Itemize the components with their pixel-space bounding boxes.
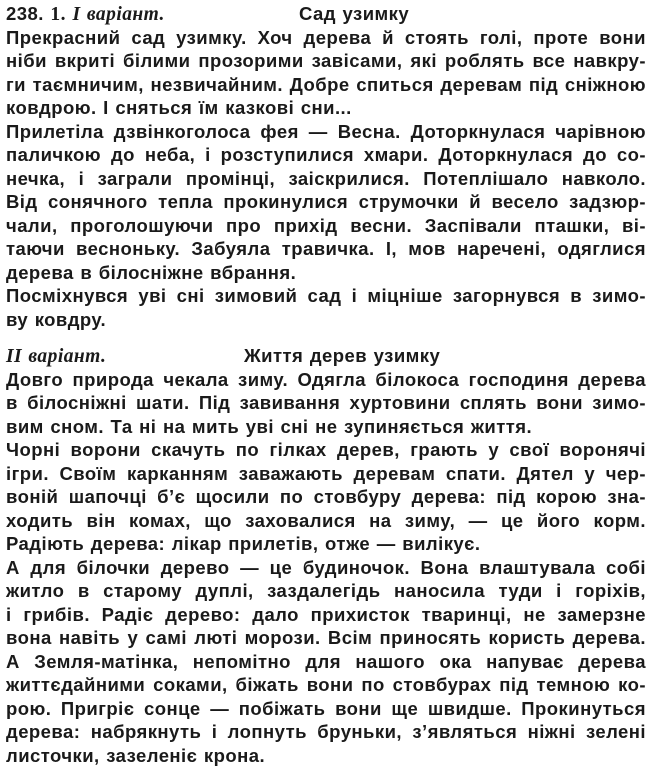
text-line: житло в старому дуплі, заздалегідь наносила туди і горіхів,	[6, 579, 646, 603]
text-line: рою. Пригріє сонце — побіжать вони ще швидше. Прокинуться	[6, 697, 646, 721]
text-line: ги таємничим, незвичайним. Добре спиться деревам під сніжною	[6, 73, 646, 97]
text-line: ходить він комах, що заховалися на зиму, — це його корм.	[6, 509, 646, 533]
paragraph	[6, 368, 646, 439]
paragraph	[6, 556, 646, 767]
text-line: чали, проголошуючи про прихід весни. Заспівали пташки, ві-	[6, 214, 646, 238]
text-line: Прекрасний сад узимку. Хоч дерева й стоять голі, проте вони	[6, 26, 646, 50]
text-line: дерева в білосніжне вбрання.	[6, 261, 646, 285]
text-line: нечка, і заграли промінці, заіскрилися. Потеплішало навколо.	[6, 167, 646, 191]
text-line: Посміхнувся уві сні зимовий сад і міцніше загорнувся в зимо-	[6, 284, 646, 308]
text-line: життєдайними соками, біжать вони по стовбурах під темною ко-	[6, 673, 646, 697]
task-number: 1.	[50, 4, 66, 25]
textbook-page	[6, 2, 646, 767]
text-line: дерева: набрякнуть і лопнуть бруньки, з’являться ніжні зелені	[6, 720, 646, 744]
exercise-number: 238.	[6, 3, 44, 24]
text-line: в білосніжні шати. Під завивання хуртовини сплять вони зимо-	[6, 391, 646, 415]
variant-1-label: І варіант.	[73, 4, 165, 25]
paragraph	[6, 284, 646, 331]
paragraph	[6, 26, 646, 120]
variant-2-label: ІІ варіант.	[6, 346, 106, 367]
text-line: Прилетіла дзвінкоголоса фея — Весна. Доторкнулася чарівною	[6, 120, 646, 144]
text-line: ковдрою. І сняться їм казкові сни...	[6, 96, 646, 120]
paragraph	[6, 438, 646, 556]
text-line: Чорні ворони скачуть по гілках дерев, грають у свої воронячі	[6, 438, 646, 462]
text-line: Від сонячного тепла прокинулися струмочки й весело задзюр-	[6, 190, 646, 214]
text-line: і грибів. Радіє дерево: дало прихисток тваринці, не замерзне	[6, 603, 646, 627]
variant-2-heading	[6, 344, 646, 368]
variant-2-text	[6, 368, 646, 767]
variant-2-title: Життя дерев узимку	[244, 344, 440, 368]
section-gap	[6, 331, 646, 344]
text-line: Довго природа чекала зиму. Одягла білокоса господиня дерева	[6, 368, 646, 392]
watermark: ​	[456, 96, 484, 124]
text-line: ніби вкриті білими прозорими завісами, які роблять все навкру-	[6, 49, 646, 73]
text-line: паличкою до неба, і розступилися хмари. Доторкнулася до со-	[6, 143, 646, 167]
text-line: воній шапочці б’є щосили по стовбуру дерева: під корою зна-	[6, 485, 646, 509]
text-line: А для білочки дерево — це будиночок. Вона влаштувала собі	[6, 556, 646, 580]
text-line: А Земля-матінка, непомітно для нашого ока напуває дерева	[6, 650, 646, 674]
text-line: вона навіть у самі люті морози. Всім приносять користь дерева.	[6, 626, 646, 650]
text-line: Радіють дерева: лікар прилетів, отже — вилікує.	[6, 532, 646, 556]
text-line: таючи весноньку. Забуяла травичка. І, мов наречені, одяглися	[6, 237, 646, 261]
text-line: листочки, зазеленіє крона.	[6, 744, 646, 767]
variant-1-text	[6, 26, 646, 332]
variant-1-heading	[6, 2, 646, 26]
paragraph	[6, 120, 646, 285]
variant-1-title: Сад узимку	[299, 2, 409, 26]
text-line: вим сном. Та ні на мить уві сні не зупиняється життя.	[6, 415, 646, 439]
text-line: ву ковдру.	[6, 308, 646, 332]
text-line: ігри. Своїм карканням заважають деревам спати. Дятел у чер-	[6, 462, 646, 486]
